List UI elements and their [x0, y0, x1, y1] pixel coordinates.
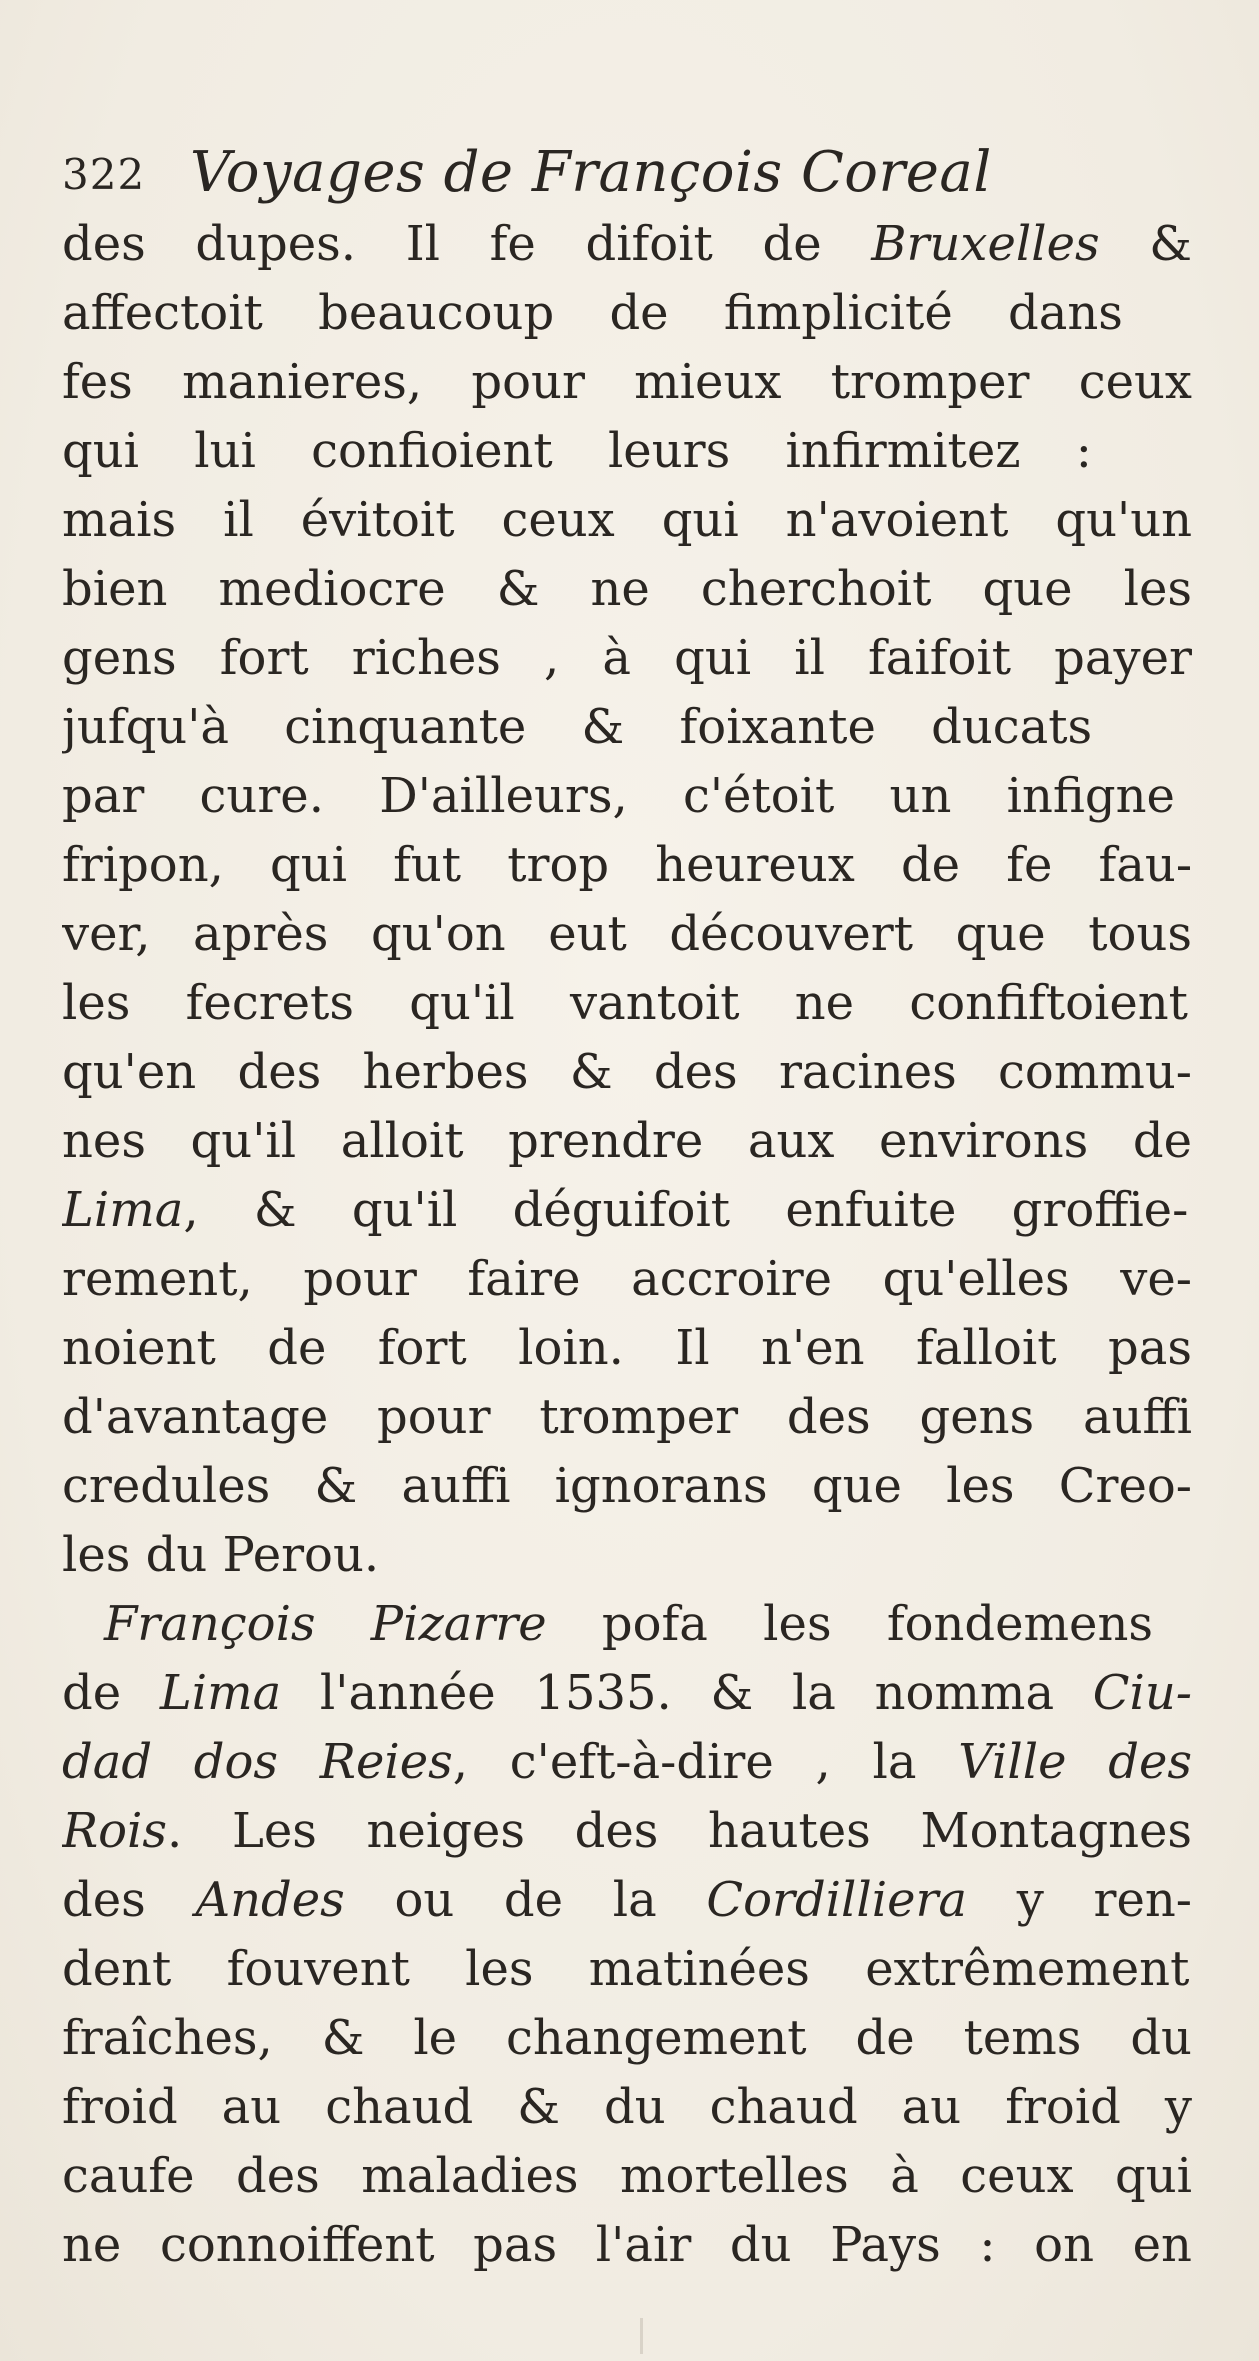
italic-segment: Bruxelles	[871, 216, 1100, 272]
italic-segment: Ville des	[958, 1734, 1192, 1790]
text-line	[62, 693, 1192, 762]
text-segment: gens fort riches , à qui il faifoit payer	[62, 630, 1192, 686]
text-segment: &	[1099, 216, 1192, 272]
text-segment: ver, après qu'on eut découvert que tous	[62, 906, 1192, 962]
text-segment: des	[62, 1872, 196, 1928]
text-segment: pofa les fondemens	[546, 1596, 1154, 1652]
italic-segment: Lima	[159, 1665, 282, 1721]
text-segment: . Les neiges des hautes Montagnes	[167, 1803, 1192, 1859]
text-segment: les du Perou.	[62, 1527, 380, 1583]
text-line	[62, 1245, 1192, 1314]
text-segment: les fecrets qu'il vantoit ne confiftoient	[62, 975, 1188, 1031]
text-segment: froid au chaud & du chaud au froid y	[62, 2079, 1192, 2135]
text-line	[62, 1107, 1192, 1176]
text-line	[62, 762, 1192, 831]
text-line	[62, 2142, 1192, 2211]
text-line	[62, 555, 1192, 624]
italic-segment: dad dos Reies	[62, 1734, 453, 1790]
text-line	[62, 1521, 1192, 1590]
italic-segment: Ciu-	[1092, 1665, 1192, 1721]
text-line	[62, 1176, 1192, 1245]
italic-segment: Cordilliera	[706, 1872, 968, 1928]
italic-segment: Rois	[62, 1803, 168, 1859]
text-segment: caufe des maladies mortelles à ceux qui	[62, 2148, 1192, 2204]
italic-segment: Lima	[62, 1182, 184, 1238]
text-segment: par cure. D'ailleurs, c'étoit un infigne	[62, 768, 1175, 824]
page-number: 322	[62, 150, 146, 199]
text-segment: rement, pour faire accroire qu'elles ve-	[62, 1251, 1192, 1307]
italic-segment: François Pizarre	[104, 1596, 547, 1652]
text-segment: fraîches, & le changement de tems du	[62, 2010, 1192, 2066]
text-line	[62, 2211, 1192, 2280]
text-segment: des dupes. Il fe difoit de	[62, 216, 872, 272]
page-header	[62, 140, 1192, 210]
text-line	[62, 831, 1192, 900]
text-segment: d'avantage pour tromper des gens auffi	[62, 1389, 1192, 1445]
text-line	[62, 1383, 1192, 1452]
text-line	[62, 1452, 1192, 1521]
text-segment: , c'eft-à-dire , la	[452, 1734, 959, 1790]
text-segment: affectoit beaucoup de fimplicité dans	[62, 285, 1123, 341]
italic-segment: Andes	[195, 1872, 345, 1928]
text-segment: jufqu'à cinquante & foixante ducats	[62, 699, 1093, 755]
text-line	[62, 624, 1192, 693]
text-line	[62, 969, 1192, 1038]
text-line	[62, 417, 1192, 486]
text-line	[62, 1797, 1192, 1866]
text-line	[62, 348, 1192, 417]
text-segment: fripon, qui fut trop heureux de fe fau-	[62, 837, 1192, 893]
text-line	[62, 1659, 1192, 1728]
text-segment: ou de la	[344, 1872, 707, 1928]
text-segment: nes qu'il alloit prendre aux environs de	[62, 1113, 1192, 1169]
text-line	[62, 1590, 1192, 1659]
text-segment: qui lui confioient leurs infirmitez :	[62, 423, 1092, 479]
text-line	[62, 1038, 1192, 1107]
text-segment: dent fouvent les matinées extrêmement	[62, 1941, 1190, 1997]
text-line	[62, 486, 1192, 555]
text-segment: de	[62, 1665, 160, 1721]
text-segment: l'année 1535. & la nomma	[281, 1665, 1093, 1721]
text-segment: credules & auffi ignorans que les Creo-	[62, 1458, 1192, 1514]
text-line	[62, 2073, 1192, 2142]
text-segment: mais il évitoit ceux qui n'avoient qu'un	[62, 492, 1192, 548]
running-title: Voyages de François Coreal	[190, 140, 992, 205]
text-line	[62, 1866, 1192, 1935]
text-segment: y ren-	[967, 1872, 1192, 1928]
text-line	[62, 279, 1192, 348]
text-line	[62, 2004, 1192, 2073]
text-segment: fes manieres, pour mieux tromper ceux	[62, 354, 1192, 410]
text-segment: , & qu'il déguifoit enfuite groffie-	[183, 1182, 1189, 1238]
body-text	[62, 210, 1192, 2280]
text-segment: qu'en des herbes & des racines commu-	[62, 1044, 1192, 1100]
text-line	[62, 210, 1192, 279]
text-segment: ne connoiffent pas l'air du Pays : on en	[62, 2217, 1192, 2273]
paper-mark	[640, 2318, 643, 2354]
text-line	[62, 1935, 1192, 2004]
text-segment: bien mediocre & ne cherchoit que les	[62, 561, 1192, 617]
text-line	[62, 1728, 1192, 1797]
text-line	[62, 900, 1192, 969]
text-line	[62, 1314, 1192, 1383]
text-segment: noient de fort loin. Il n'en falloit pas	[62, 1320, 1192, 1376]
